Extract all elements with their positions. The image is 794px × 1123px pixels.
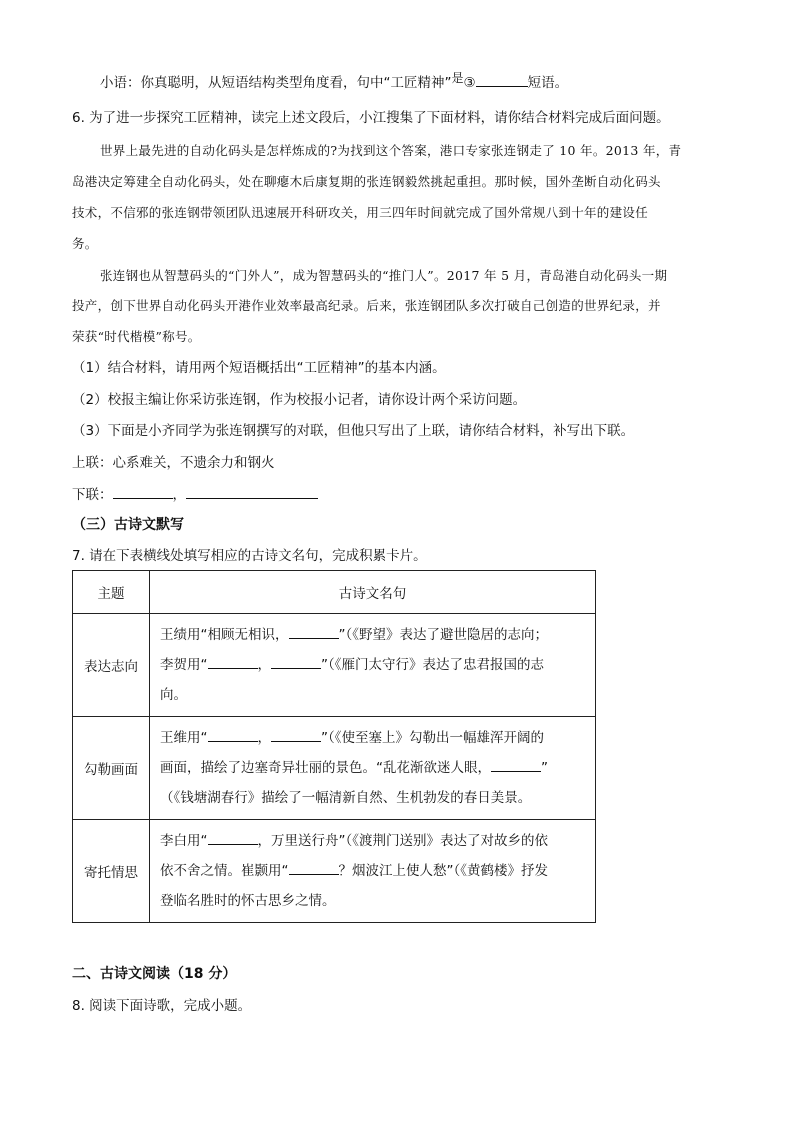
quote-text: 依不舍之情。崔颢用“ bbox=[160, 863, 289, 879]
part-2-title: 二、古诗文阅读（18 分） bbox=[72, 966, 237, 982]
quote-text: ？烟波江上使人愁”（《黄鹤楼》抒发 bbox=[338, 863, 548, 879]
table-header-row bbox=[73, 571, 596, 614]
q7-stem: 7. 请在下表横线处填写相应的古诗文名句，完成积累卡片。 bbox=[72, 548, 427, 564]
couplet-blank-1[interactable] bbox=[113, 484, 173, 499]
quote-text: 王绩用“相顾无相识， bbox=[160, 627, 289, 643]
q6-material-line: 技术，不信邪的张连钢带领团队迅速展开科研攻关，用三四年时间就完成了国外常规八到十年的建设任 bbox=[72, 205, 649, 220]
accumulation-card-table bbox=[72, 570, 596, 923]
quote-text: ，万里送行舟”（《渡荆门送别》表达了对故乡的依 bbox=[257, 833, 548, 849]
quote-line bbox=[160, 856, 585, 886]
quote-text: （《钱塘湖春行》描绘了一幅清新自然、生机勃发的春日美景。 bbox=[160, 790, 532, 806]
quote-text: 李贺用“ bbox=[160, 657, 208, 673]
q6-stem: 6. 为了进一步探究工匠精神，读完上述文段后，小江搜集了下面材料，请你结合材料完成后面问题。 bbox=[72, 110, 670, 126]
quote-text: ， bbox=[257, 730, 271, 746]
row-theme: 表达志向 bbox=[73, 614, 150, 717]
q5-mark: ③ bbox=[463, 75, 476, 91]
table-row bbox=[73, 717, 596, 820]
q6-sub2: （2）校报主编让你采访张连钢，作为校报小记者，请你设计两个采访问题。 bbox=[72, 392, 527, 408]
section-3-title: （三）古诗文默写 bbox=[72, 517, 184, 533]
q6-sub1: （1）结合材料，请用两个短语概括出“工匠精神”的基本内涵。 bbox=[72, 360, 446, 376]
q8-stem: 8. 阅读下面诗歌，完成小题。 bbox=[72, 998, 252, 1014]
q5-answer-line bbox=[100, 72, 568, 93]
couplet-lower-label: 下联： bbox=[72, 487, 113, 503]
couplet-lower bbox=[72, 484, 318, 505]
quote-line bbox=[160, 620, 585, 650]
table-row bbox=[73, 614, 596, 717]
fill-blank[interactable] bbox=[289, 624, 339, 639]
q5-prefix: 小语：你真聪明，从短语结构类型角度看，句中“工匠精神” bbox=[100, 75, 452, 91]
q5-shi: 是 bbox=[451, 71, 464, 85]
quote-line bbox=[160, 886, 585, 916]
couplet-comma: ， bbox=[172, 487, 186, 503]
quote-text: 李白用“ bbox=[160, 833, 208, 849]
fill-blank[interactable] bbox=[271, 654, 321, 669]
quote-text: ”（《使至塞上》勾勒出一幅雄浑开阔的 bbox=[321, 730, 544, 746]
quote-line bbox=[160, 650, 585, 680]
quote-line bbox=[160, 753, 585, 783]
quote-text: ， bbox=[257, 657, 271, 673]
quote-line bbox=[160, 826, 585, 856]
fill-blank[interactable] bbox=[208, 830, 258, 845]
fill-blank[interactable] bbox=[208, 727, 258, 742]
q5-blank[interactable] bbox=[476, 72, 528, 87]
couplet-upper: 上联：心系难关，不遗余力和钢火 bbox=[72, 455, 275, 471]
header-quotes: 古诗文名句 bbox=[150, 571, 596, 614]
row-quotes bbox=[150, 820, 596, 923]
quote-text: 登临名胜时的怀古思乡之情。 bbox=[160, 893, 336, 909]
quote-text: ” bbox=[541, 760, 548, 776]
quote-text: 画面，描绘了边塞奇异壮丽的景色。“乱花渐欲迷人眼， bbox=[160, 760, 491, 776]
quote-text: 王维用“ bbox=[160, 730, 208, 746]
couplet-blank-2[interactable] bbox=[186, 484, 318, 499]
quote-text: ”（《雁门太守行》表达了忠君报国的志 bbox=[321, 657, 544, 673]
q6-material-line: 世界上最先进的自动化码头是怎样炼成的?为找到这个答案，港口专家张连钢走了 10 年。2013 年，青 bbox=[100, 143, 682, 158]
row-theme: 寄托情思 bbox=[73, 820, 150, 923]
q6-material-line: 张连钢也从智慧码头的“门外人”，成为智慧码头的“推门人”。2017 年 5 月，青岛港自动化码头一期 bbox=[100, 268, 668, 283]
quote-line bbox=[160, 680, 585, 710]
fill-blank[interactable] bbox=[491, 757, 541, 772]
q6-material-line: 岛港决定筹建全自动化码头，处在聊瘪木后康复期的张连钢毅然挑起重担。那时候，国外垄断自动化码头 bbox=[72, 174, 661, 189]
row-theme: 勾勒画面 bbox=[73, 717, 150, 820]
fill-blank[interactable] bbox=[271, 727, 321, 742]
quote-text: 向。 bbox=[160, 687, 187, 703]
header-theme: 主题 bbox=[73, 571, 150, 614]
row-quotes bbox=[150, 717, 596, 820]
q6-sub3: （3）下面是小齐同学为张连钢撰写的对联，但他只写出了上联，请你结合材料，补写出下联。 bbox=[72, 423, 635, 439]
q6-material-line: 务。 bbox=[72, 236, 98, 251]
quote-text: ”（《野望》表达了避世隐居的志向； bbox=[338, 627, 548, 643]
quote-line bbox=[160, 723, 585, 753]
q6-material-line: 投产，创下世界自动化码头开港作业效率最高纪录。后来，张连钢团队多次打破自己创造的世界纪录，并 bbox=[72, 298, 661, 313]
q6-material-line: 荣获“时代楷模”称号。 bbox=[72, 329, 201, 344]
row-quotes bbox=[150, 614, 596, 717]
q5-suffix: 短语。 bbox=[527, 75, 569, 91]
fill-blank[interactable] bbox=[289, 860, 339, 875]
table-row bbox=[73, 820, 596, 923]
quote-line bbox=[160, 783, 585, 813]
fill-blank[interactable] bbox=[208, 654, 258, 669]
